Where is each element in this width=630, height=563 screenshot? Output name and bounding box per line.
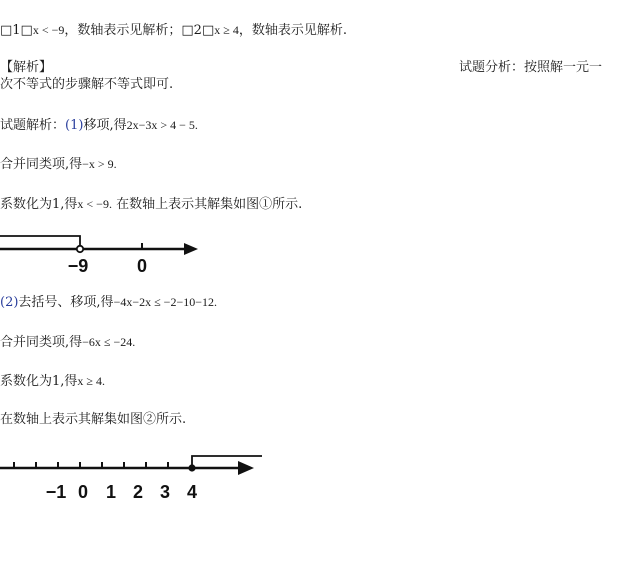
- figure1-number-line: [0, 228, 210, 278]
- step3-text: 系数化为1,得: [0, 197, 78, 212]
- answer-part1-math: x < −9: [32, 23, 65, 37]
- fig1-arrow-icon: [184, 243, 198, 255]
- fig2-label-4: 4: [186, 482, 198, 502]
- step3-math: x < −9.: [77, 197, 112, 211]
- fig2-solution-ray: [192, 456, 262, 465]
- solution-step6: [0, 373, 105, 390]
- step1-text: 移项,得: [83, 118, 127, 133]
- part1-marker: (1): [65, 118, 84, 133]
- step5-math: −6x ≤ −24.: [82, 335, 136, 349]
- fig2-label-neg1: −1: [45, 482, 67, 502]
- analysis-right-text: 试题分析：按照解一元一: [459, 60, 603, 75]
- answer-part1-label: □1□: [0, 23, 33, 38]
- fig1-solution-ray: [0, 236, 80, 247]
- fig2-label-2: 2: [132, 482, 144, 502]
- solution-step2: [0, 156, 117, 173]
- step2-text: 合并同类项,得: [0, 157, 83, 172]
- fig2-closed-point: [188, 464, 195, 471]
- solution-step7: 在数轴上表示其解集如图②所示.: [0, 412, 187, 427]
- fig1-label-0: 0: [136, 256, 148, 276]
- step4-math: −4x−2x ≤ −2−10−12.: [113, 295, 217, 309]
- solution-label: 试题解析：: [0, 118, 66, 133]
- solution-step1: [0, 117, 198, 134]
- part2-marker: (2): [0, 295, 19, 310]
- fig2-label-0: 0: [77, 482, 89, 502]
- fig2-label-1: 1: [105, 482, 117, 502]
- step2-math: −x > 9.: [82, 157, 117, 171]
- fig1-label-neg9: −9: [67, 256, 89, 276]
- figure2-number-line: [0, 444, 270, 514]
- analysis-header: 【解析】: [0, 60, 53, 75]
- fig2-arrow-icon: [238, 461, 254, 475]
- answer-tail: ，数轴表示见解析.: [238, 23, 347, 38]
- solution-step3: [0, 196, 302, 213]
- step3-rest: 在数轴上表示其解集如图①所示.: [111, 197, 303, 212]
- step4-text: 去括号、移项,得: [18, 295, 114, 310]
- step1-math: 2x−3x > 4 − 5.: [126, 118, 198, 132]
- solution-step4: [0, 294, 217, 311]
- step6-math: x ≥ 4.: [77, 374, 105, 388]
- answer-part2-math: x ≥ 4: [214, 23, 239, 37]
- solution-step5: [0, 334, 135, 351]
- fig1-open-point: [77, 246, 83, 252]
- answer-part2-label: ，数轴表示见解析；□2□: [64, 23, 215, 38]
- step6-text: 系数化为1,得: [0, 374, 78, 389]
- fig2-label-3: 3: [159, 482, 171, 502]
- analysis-continuation: 次不等式的步骤解不等式即可.: [0, 77, 174, 92]
- step5-text: 合并同类项,得: [0, 335, 83, 350]
- answer-line: [0, 22, 347, 39]
